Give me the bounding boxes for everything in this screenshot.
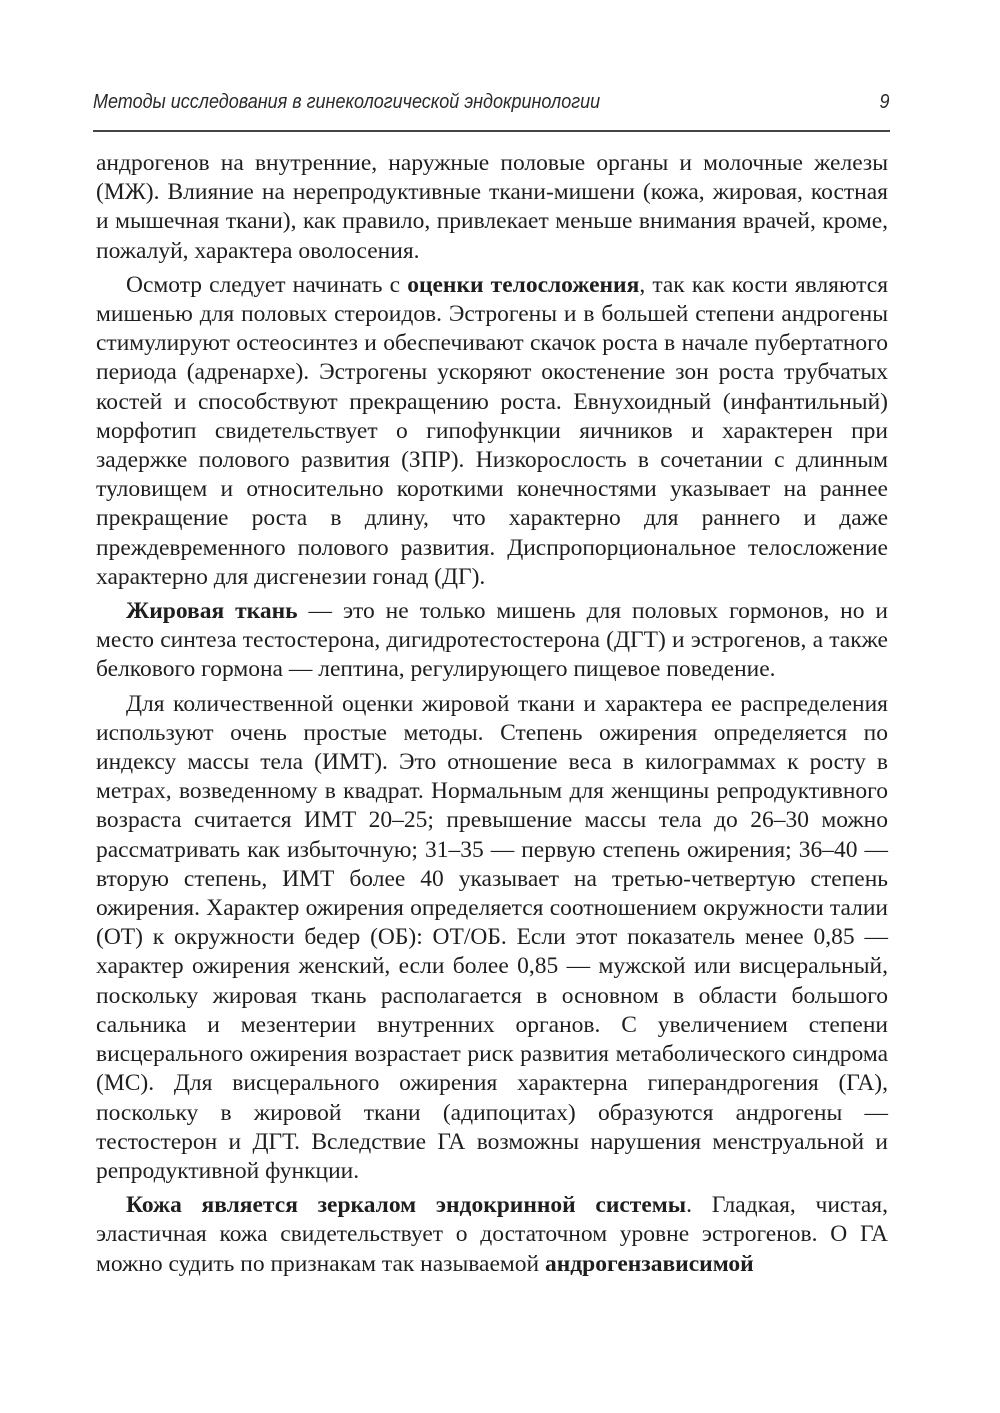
header-rule (93, 130, 890, 132)
paragraph-3-rest: — это не только мишень для половых гормонов, но и место синтеза тестостерона, дигидротестостерона (ДГТ) и эстрогенов, а также белкового гормона — лептина, регулирующего пищевое поведение. (96, 598, 888, 683)
paragraph-5-mid: . Гладкая, чистая, эластичная кожа свидетельствует о достаточном уровне эстрогенов. О ГА можно судить по признакам так называемой (96, 1192, 888, 1277)
paragraph-1: андрогенов на внутренние, наружные половые органы и молочные железы (МЖ). Влияние на нерепродуктивные ткани-мишени (кожа, жировая, костная и мышечная ткани), как правило, привлекает меньше внимания врачей, кроме, пожалуй, характера оволосения. (96, 150, 888, 264)
paragraph-2-rest: , так как кости являются мишенью для половых стероидов. Эстрогены и в большей степени андрогены стимулируют остеосинтез и обеспечивают скачок роста в начале пубертатного периода (адренархе). Эстрогены ускоряют окостенение зон роста трубчатых костей и способствуют прекращению роста. Евнухоидный (инфантильный) морфотип свидетельствует о гипофункции яичников и характерен при задержке полового развития (ЗПР). Низкорослость в сочетании с длинным туловищем и относительно короткими конечностями указывает на раннее прекращение роста в длину, что характерно для раннего и даже преждевременного полового развития. Диспропорциональное телосложение характерно для дисгенезии гонад (ДГ). (96, 271, 889, 590)
paragraph-2-term: оценки телосложения (407, 271, 640, 298)
running-header (93, 91, 890, 114)
paragraph-2-lead: Осмотр следует начинать с (126, 271, 408, 298)
body-text (96, 149, 888, 1284)
paragraph-5 (96, 1191, 888, 1279)
paragraph-5-term-2: андрогензависимой (544, 1250, 754, 1277)
paragraph-2 (96, 271, 888, 592)
running-header-title: Методы исследования в гинекологической эндокринологии (93, 91, 601, 113)
paragraph-3-term: Жировая ткань (126, 598, 298, 625)
paragraph-3 (96, 597, 888, 685)
page-number: 9 (879, 91, 890, 113)
paragraph-5-term: Кожа является зеркалом эндокринной системы (126, 1192, 687, 1219)
paragraph-4: Для количественной оценки жировой ткани и характера ее распределения используют очень простые методы. Степень ожирения определяется по индексу массы тела (ИМТ). Это отношение веса в килограммах к росту в метрах, возведенному в квадрат. Нормальным для женщины репродуктивного возраста считается ИМТ 20–25; превышение массы тела до 26–30 можно рассматривать как избыточную; 31–35 — первую степень ожирения; 36–40 — вторую степень, ИМТ более 40 указывает на третью-четвертую степень ожирения. Характер ожирения определяется соотношением окружности талии (ОТ) к окружности бедер (ОБ): ОТ/ОБ. Если этот показатель менее 0,85 — характер ожирения женский, если более 0,85 — мужской или висцеральный, поскольку жировая ткань располагается в основном в области большого сальника и мезентерии внутренних органов. С увеличением степени висцерального ожирения возрастает риск развития метаболического синдрома (МС). Для висцерального ожирения характерна гиперандрогения (ГА), поскольку в жировой ткани (адипоцитах) образуются андрогены — тестостерон и ДГТ. Вследствие ГА возможны нарушения менструальной и репродуктивной функции. (96, 690, 888, 1184)
